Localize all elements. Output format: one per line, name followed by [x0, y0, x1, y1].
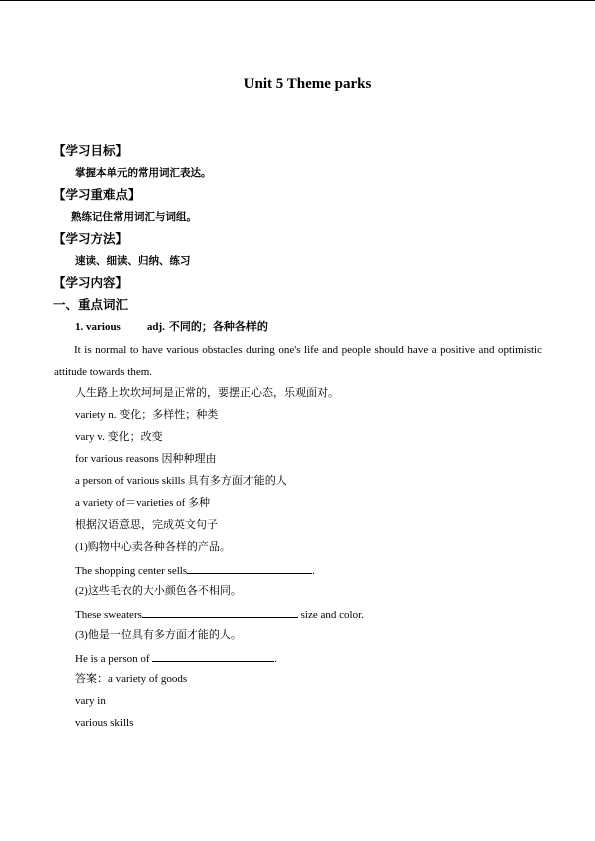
answer-item: a variety of goods	[108, 673, 188, 685]
methods-text: 速读、细读、归纳、练习	[75, 255, 191, 267]
answers-label: 答案：	[75, 673, 108, 685]
exercise-text-after: .	[274, 653, 278, 665]
answer-blank[interactable]	[142, 606, 298, 618]
related-item: a variety of＝varieties of 多种	[75, 497, 211, 509]
related-item: for various reasons 因种种理由	[75, 453, 217, 465]
related-item: a person of various skills 具有多方面才能的人	[75, 475, 287, 487]
top-rule	[0, 0, 595, 1]
answer-item: various skills	[75, 717, 134, 729]
vocab-entry-heading	[75, 320, 268, 334]
answer-item: vary in	[75, 695, 106, 707]
exercise-sentence	[75, 562, 315, 578]
example-sentence-cn: 人生路上坎坎坷坷是正常的，要摆正心态，乐观面对。	[75, 387, 339, 399]
methods-heading: 【学习方法】	[53, 231, 129, 246]
related-item: vary v. 变化；改变	[75, 431, 163, 443]
exercise-sentence	[75, 606, 364, 622]
exercise-sentence	[75, 650, 277, 666]
objectives-text: 掌握本单元的常用词汇表达。	[75, 167, 212, 179]
key-points-heading: 【学习重难点】	[53, 187, 141, 202]
exercise-instruction: 根据汉语意思，完成英文句子	[75, 519, 218, 531]
vocab-pos: adj.	[146, 321, 165, 333]
objectives-heading: 【学习目标】	[53, 143, 129, 158]
answer-blank[interactable]	[187, 562, 312, 574]
vocab-meaning: 不同的；各种各样的	[168, 320, 268, 333]
vocab-heading: 一、重点词汇	[53, 297, 129, 312]
example-sentence-en: It is normal to have various obstacles during one's life and people should have a positive and optimistic attitude towards them.	[54, 344, 542, 378]
exercise-text-after: size and color.	[297, 609, 364, 621]
exercise-prompt-cn: (1)购物中心卖各种各样的产品。	[75, 541, 231, 553]
exercise-prompt-cn: (3)他是一位具有多方面才能的人。	[75, 629, 242, 641]
content-heading: 【学习内容】	[53, 275, 129, 290]
answer-blank[interactable]	[152, 650, 274, 662]
exercise-text-after: .	[312, 565, 315, 577]
related-item: variety n. 变化；多样性；种类	[75, 409, 219, 421]
vocab-word: 1. various	[75, 321, 121, 333]
exercise-prompt-cn: (2)这些毛衣的大小颜色各不相同。	[75, 585, 242, 597]
key-points-text: 熟练记住常用词汇与词组。	[71, 211, 197, 223]
page-title: Unit 5 Theme parks	[243, 76, 372, 92]
answer-line	[75, 672, 187, 686]
exercise-text-before: The shopping center sells	[75, 565, 188, 577]
exercise-text-before: These sweaters	[75, 609, 142, 621]
exercise-text-before: He is a person of	[75, 653, 153, 665]
